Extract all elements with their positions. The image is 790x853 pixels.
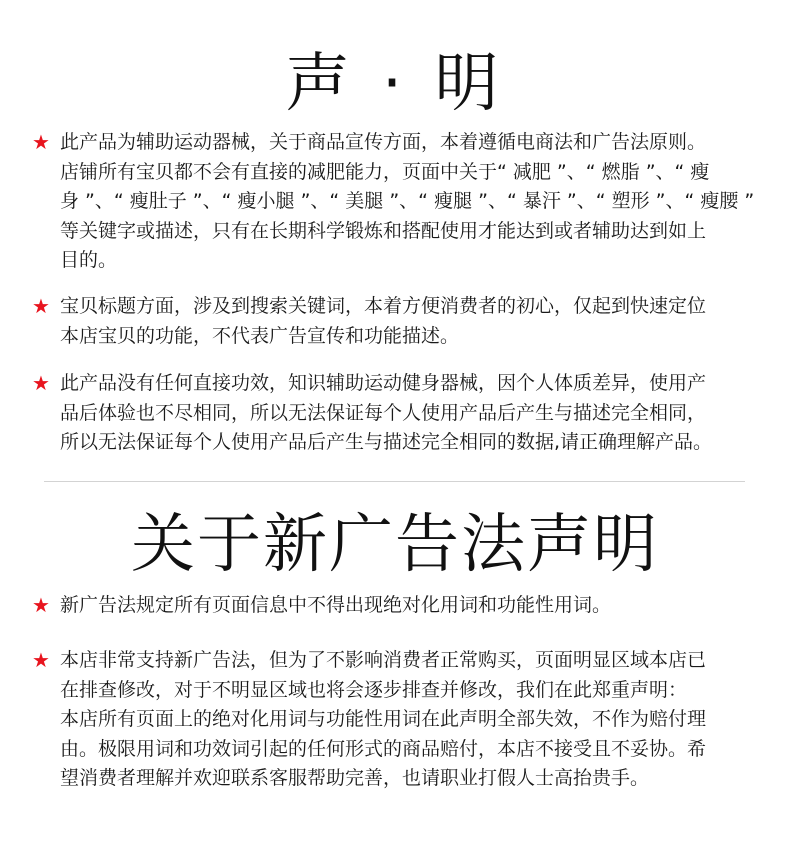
item-text-line: 所以无法保证每个人使用产品后产生与描述完全相同的数据,请正确理解产品。	[60, 431, 713, 453]
item-text-line: 本店宝贝的功能，不代表广告宣传和功能描述。	[60, 324, 460, 347]
red-star-icon: ★	[32, 130, 50, 154]
declaration-item-3	[32, 369, 752, 458]
item-text-line: 品后体验也不尽相同，所以无法保证每个人使用产品后产生与描述完全相同，	[60, 401, 707, 424]
red-star-icon: ★	[32, 593, 50, 617]
item-text-line: 望消费者理解并欢迎联系客服帮助完善，也请职业打假人士高抬贵手。	[60, 767, 650, 789]
red-star-icon: ★	[32, 648, 50, 672]
item-text-line: 此产品为辅助运动器械，关于商品宣传方面，本着遵循电商法和广告法原则。	[60, 131, 707, 153]
ad-law-item-1	[32, 591, 752, 621]
item-text-line: 店铺所有宝贝都不会有直接的减肥能力，页面中关于“ 减肥 ”、“ 燃脂 ”、“ 瘦	[60, 160, 710, 183]
item-text-line: 本店所有页面上的绝对化用词与功能性用词在此声明全部失效，不作为赔付理	[60, 708, 707, 730]
item-text-line: 目的。	[60, 249, 118, 271]
section-divider	[44, 481, 745, 482]
ad-law-declaration-title: 关于新广告法声明	[131, 508, 659, 582]
item-text-line: 本店非常支持新广告法，但为了不影响消费者正常购买，页面明显区域本店已	[60, 649, 707, 671]
item-text-line: 由。极限用词和功效词引起的任何形式的商品赔付，本店不接受且不妥协。希	[60, 737, 707, 760]
declaration-item-1	[32, 128, 755, 276]
item-text-line: 身 ”、“ 瘦肚子 ”、“ 瘦小腿 ”、“ 美腿 ”、“ 瘦腿 ”、“ 暴汗 ”、“ 塑形 ”、“ 瘦腰 ”	[60, 190, 755, 212]
item-text-line: 新广告法规定所有页面信息中不得出现绝对化用词和功能性用词。	[60, 594, 612, 616]
declaration-title: 声 · 明	[285, 47, 505, 121]
red-star-icon: ★	[32, 294, 50, 318]
item-text-line: 此产品没有任何直接功效，知识辅助运动健身器械，因个人体质差异，使用产	[60, 372, 707, 394]
item-text-line: 等关键字或描述，只有在长期科学锻炼和搭配使用才能达到或者辅助达到如上	[60, 219, 707, 242]
item-text-line: 宝贝标题方面，涉及到搜索关键词，本着方便消费者的初心，仅起到快速定位	[60, 295, 707, 317]
declaration-item-2	[32, 292, 752, 351]
item-text-line: 在排查修改，对于不明显区域也将会逐步排查并修改，我们在此郑重声明：	[60, 678, 688, 701]
red-star-icon: ★	[32, 371, 50, 395]
ad-law-item-2	[32, 646, 752, 794]
